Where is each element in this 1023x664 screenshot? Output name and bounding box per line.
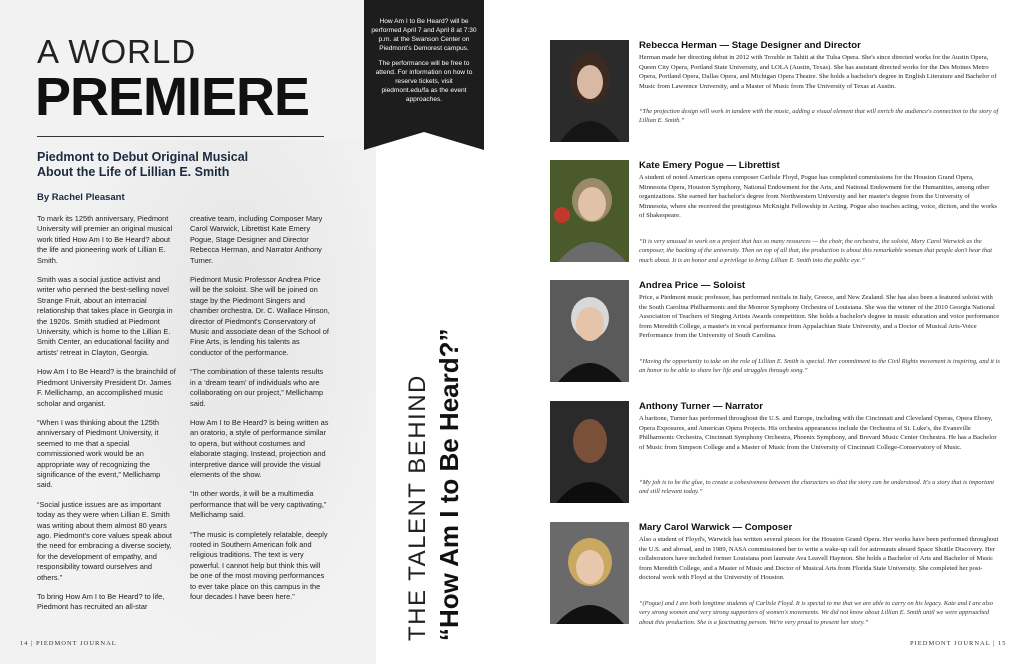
paragraph: How Am I to Be Heard? is being written as an oratorio, a style of performance similar to opera, but without costumes and elaborate staging. Instead, projection and interpretive dance will provide the visual elements of the show. [190, 417, 329, 479]
event-info: How Am I to Be Heard? will be performed April 7 and April 8 at 7:30 p.m. at the Swanson Center on Piedmont's Demorest campus. [371, 18, 477, 52]
bio-text: Also a student of Floyd's, Warwick has written several pieces for the Houston Grand Opera. Her works have been performed throughout the U.S. and abroad, and in 1989, NASA commissioned her to write a wake-up call for astronauts aboard Space Shuttle Discovery. Her collaborators have included former Louisiana poet laureate Ava Leavell Haymon. She holds a Bachelor of Arts and Bachelor of Music from Meredith College, and a Master of Music and Doctor of Musical Arts from Florida State University. She completed her post-doctoral work with Floyd at the University of Houston. [639, 536, 999, 582]
bio-quote: “Having the opportunity to take on the role of Lillian E. Smith is special. Her commitment to the Civil Rights movement is inspiring, and it is an honor to be able to share her life and struggles through song.” [639, 358, 1000, 375]
bio-quote: “My job is to be the glue, to create a cohesiveness between the characters so that the story can be understood. It's a story that is important and still relevant today.” [639, 479, 995, 496]
paragraph: “The music is completely relatable, deeply rooted in Southern American folk and religious traditions. The text is very powerful. I cannot help but think this will be one of the most moving performances to ever take place on this campus in the four decades I have been here.” [190, 529, 328, 601]
bio-name: Anthony Turner — Narrator [639, 401, 764, 412]
bio-text: Price, a Piedmont music professor, has performed recitals in Italy, Greece, and New Zealand. She has also been a featured soloist with the South Carolina Philharmonic and the Monroe Symphony Orchestra of Louisiana. She was the winner of the 2010 Georgia National Association of Teachers of Singing Artists Awards competition. She holds a bachelor's degree in music education and voice performance from Meredith College, a master's in vocal performance from Appalachian State University, and a Doctor of Musical Arts-Voice Performance from the University of South Carolina. [639, 294, 1000, 340]
vertical-heading [404, 328, 465, 641]
footer-right: PIEDMONT JOURNAL | 15 [910, 640, 1007, 647]
bio-name: Andrea Price — Soloist [639, 280, 746, 291]
bio-name: Kate Emery Pogue — Librettist [639, 160, 780, 171]
event-banner-text [371, 17, 477, 110]
bio-name: Rebecca Herman — Stage Designer and Director [639, 40, 861, 51]
portrait-photo [550, 40, 629, 142]
portrait-photo [550, 160, 629, 262]
paragraph: To mark its 125th anniversary, Piedmont University will premier an original musical work titled How Am I to Be Heard? about the life and pioneering work of Lillian E. Smith. [37, 214, 173, 265]
ticket-info: The performance will be free to attend. For information on how to reserve tickets, visit piedmont.edu/fa as the event approaches. [375, 60, 473, 103]
bio-text: A baritone, Turner has performed throughout the U.S. and Europe, including with the Cincinnati and Cleveland Operas, Opera Ebony, Opera Exposures, and American Opera Projects. His orchestra appearances include the Orchestra of St. Luke's, the Evansville Philharmonic Orchestra, Cincinnati Symphony Orchestra, Phoenix Symphony, and Brevard Music Center Orchestra. He has a Bachelor of Music from Simpson College and a Master of Music from the University of Cincinnati College-Conservatory of Music. [639, 415, 997, 451]
vertical-heading-talent: THE TALENT BEHIND [404, 374, 431, 641]
title-divider [37, 136, 324, 137]
paragraph: “The combination of these talents results in a ‘dream team’ of individuals who are collaborating on our project,” Mellichamp said. [190, 367, 324, 408]
portrait-photo [550, 280, 629, 382]
paragraph: To bring How Am I to Be Heard? to life, Piedmont has recruited an all-star [37, 592, 165, 612]
article-column-2 [190, 214, 330, 611]
bio-name: Mary Carol Warwick — Composer [639, 522, 793, 533]
paragraph: creative team, including Composer Mary Carol Warwick, Librettist Kate Emery Pogue, Stage Designer and Director Rebecca Herman, and Narrator Anthony Turner. [190, 214, 323, 265]
byline: By Rachel Pleasant [37, 192, 125, 203]
bio-quote: “It is very unusual to work on a project that has so many resources — the choir, the orchestra, the soloist, Mary Carol Warwick as the composer, the backing of the university. Then on top of all that, the production is about this remarkable woman that people don't hear that much about. It is an honor and a privilege to bring Lillian E. Smith into the public eye.” [639, 238, 993, 264]
bio-quote: “(Pogue) and I are both longtime students of Carlisle Floyd. It is special to me that we are able to carry on his legacy. Kate and I are also very strong women and very strong supporters of women's movements. We did not know about Lillian E. Smith until we were approached about this production. She is a fascinating person. We're very proud to present her story.” [639, 600, 993, 626]
bio-text: A student of noted American opera composer Carlisle Floyd, Pogue has completed commissions for the Houston Grand Opera, Minnesota Opera, Houston Symphony, National Endowment for the Arts, and National Endowment for the Humanities, among other organizations. She earned her bachelor's degree from Northwestern University and her master's degree from the University of Minnesota, where she received the prestigious McKnight Fellowship in Acting. Pogue also teaches acting, voice, diction, and the works of Shakespeare. [639, 174, 997, 220]
heading-small: A WORLD [37, 33, 197, 70]
paragraph: How Am I to Be Heard? is the brainchild of Piedmont University President Dr. James F. Mellichamp, an accomplished music scholar and organist. [37, 367, 176, 408]
vertical-heading-title: “How Am I to Be Heard?” [434, 328, 464, 641]
paragraph: Piedmont Music Professor Andrea Price will be the soloist. She will be joined on stage by the Piedmont Singers and chamber orchestra. Dr. C. Wallace Hinson, director of Piedmont's Conservatory of Music and associate dean of the School of Fine Arts, is lending his talents as conductor of the performance. [190, 275, 330, 357]
page-title: PREMIERE [35, 67, 310, 127]
paragraph: “Social justice issues are as important today as they were when Lillian E. Smith was writing about them almost 80 years ago. Piedmont's core values speak about the need for embracing a diverse society, for the development of empathy, and responsibility toward ourselves and others.” [37, 499, 172, 582]
article-column-1 [37, 214, 177, 622]
paragraph: “In other words, it will be a multimedia performance that will be very captivating,” Mellichamp said. [190, 489, 327, 520]
portrait-photo [550, 522, 629, 624]
bio-quote: “The projection design will work in tandem with the music, adding a visual element that will enrich the audience's connection to the story of Lillian E. Smith.” [639, 108, 999, 125]
bio-text: Herman made her directing debut in 2012 with Trouble in Tahiti at the Tulsa Opera. She's since directed works for the Austin Opera, Queen City Opera, Portland State University, and LOLA (Austin, Texas). She has assistant directed works for the Des Moines Metro Opera, Portland Opera, Dallas Opera, and Michigan Opera Theatre. She holds a bachelor's degree in English Literature and Bachelor of Music from Lawrence University, and a Master of Music from The University of Texas at Austin. [639, 54, 997, 90]
portrait-photo [550, 401, 629, 503]
article-subtitle: Piedmont to Debut Original Musical About the Life of Lillian E. Smith [37, 150, 249, 179]
paragraph: Smith was a social justice activist and writer who penned the best-selling novel Strange Fruit, about an interracial relationship that takes place in Georgia in the 1920s. Smith studied at Piedmont University, which is home to the Lillian E. Smith Center, an educational facility and artists' retreat in Clayton, Georgia. [37, 275, 173, 357]
footer-left: 14 | PIEDMONT JOURNAL [20, 640, 117, 647]
paragraph: “When I was thinking about the 125th anniversary of Piedmont University, it seemed to me that a special commissioned work would be an appropriate way of recognizing the significance of the event,” Mellichamp said. [37, 417, 161, 490]
